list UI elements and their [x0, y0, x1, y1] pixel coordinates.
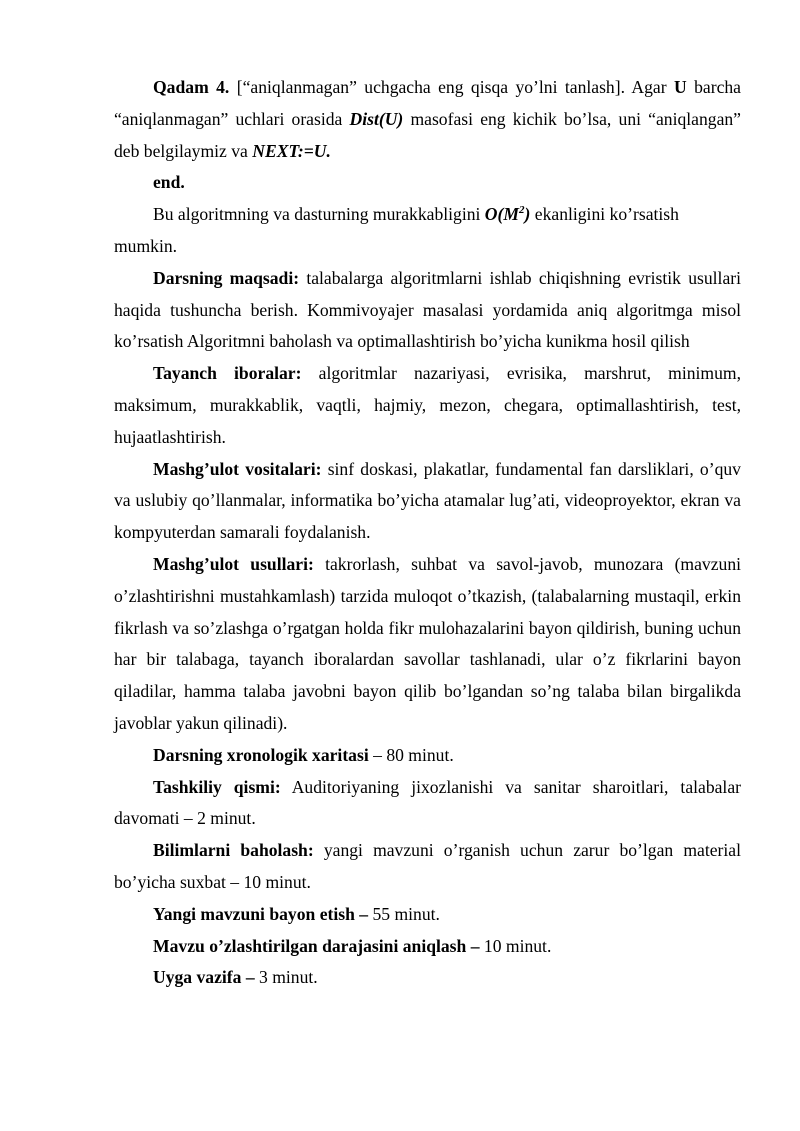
- paragraph-uyga: [114, 962, 741, 994]
- text-run: algoritmlar nazariyasi, evrisika, marshrut, minimum, maksimum, murakkablik, vaqtli, hajmiy, mezon, chegara, optimallashtirish, test, hujaatlashtirish.: [114, 363, 741, 447]
- paragraph-qadam4: [114, 72, 741, 167]
- document-body: [114, 72, 741, 994]
- paragraph-usullari: [114, 549, 741, 740]
- text-run: takrorlash, suhbat va savol-javob, munozara (mavzuni o’zlashtirishni mustahkamlash) tarzida muloqot o’tkazish, (talabalarning mustaqil, erkin fikrlash va so’zlashga o’rgatgan holda fikr mulohazalarini bayon qildirish, buning uchun har bir talabaga, tayanch iboralardan savollar tashlanadi, ular o’z fikrlarini bayon qiladilar, hamma talaba javobni bayon qilib bo’lgandan so’ng talaba bilan birgalikda javoblar yakun qilinadi).: [114, 553, 742, 733]
- paragraph-baholash: [114, 835, 741, 899]
- text-run: yangi mavzuni o’rganish uchun zarur bo’lgan material bo’yicha suxbat – 10 minut.: [114, 840, 741, 892]
- text-run: Tashkiliy qismi:: [153, 776, 281, 797]
- text-run: Auditoriyaning jixozlanishi va sanitar sharoitlari, talabalar davomati – 2 minut.: [114, 776, 741, 829]
- paragraph-complexity: [114, 199, 741, 263]
- text-run: ekanligini ko’rsatish mumkin.: [114, 204, 679, 256]
- text-run: masofasi eng kichik bo’lsa, uni “aniqlangan” deb belgilaymiz va: [114, 108, 741, 161]
- text-run: sinf doskasi, plakatlar, fundamental fan darsliklari, o’quv va uslubiy qo’llanmalar, informatika bo’yicha atamalar lug’ati, videoproyektor, ekran va kompyuterdan samarali foydalanish.: [114, 458, 741, 543]
- paragraph-yangi: [114, 899, 741, 931]
- text-run: Darsning maqsadi:: [153, 267, 300, 288]
- text-run: Uyga vazifa –: [153, 967, 255, 988]
- text-run: barcha “aniqlanmagan” uchlari orasida: [114, 77, 741, 129]
- paragraph-tashkiliy: [114, 772, 741, 836]
- text-run: Mavzu o’zlashtirilgan darajasini aniqlash –: [153, 935, 480, 956]
- paragraph-tayanch: [114, 358, 741, 453]
- text-run: Yangi mavzuni bayon etish –: [153, 903, 369, 924]
- text-run: [“aniqlanmagan” uchgacha eng qisqa yo’lni tanlash]. Agar: [229, 77, 674, 97]
- paragraph-darajasi: [114, 931, 741, 963]
- text-run: Bilimlarni baholash:: [153, 840, 314, 861]
- text-run: Bu algoritmning va dasturning murakkabligini: [153, 204, 485, 225]
- text-run: Qadam 4.: [153, 77, 230, 97]
- text-run: Darsning xronologik xaritasi: [153, 744, 369, 765]
- paragraph-vositalari: [114, 454, 741, 549]
- text-run: 2: [519, 204, 525, 217]
- text-run: talabalarga algoritmlarni ishlab chiqishning evristik usullari haqida tushuncha berish. Kommivoyajer masalasi yordamida aniq algoritmga misol ko’rsatish Algoritmni baholash va optimallashtirish bo’yicha kunikma hosil qilish: [114, 267, 741, 352]
- text-run: end.: [153, 172, 185, 193]
- text-run: – 80 minut.: [368, 744, 454, 765]
- text-run: O(M: [484, 204, 520, 225]
- text-run: Tayanch iboralar:: [153, 363, 302, 384]
- text-run: Mashg’ulot usullari:: [153, 553, 314, 574]
- text-run: Dist(U): [349, 108, 404, 129]
- text-run: NEXT:=U.: [252, 140, 331, 161]
- paragraph-end: [114, 167, 741, 199]
- text-run: 55 minut.: [368, 903, 440, 924]
- text-run: Mashg’ulot vositalari:: [153, 458, 322, 479]
- paragraph-maqsad: [114, 263, 741, 358]
- paragraph-xronologik: [114, 740, 741, 772]
- text-run: 10 minut.: [479, 935, 552, 956]
- text-run: ): [524, 204, 531, 225]
- text-run: 3 minut.: [254, 967, 318, 988]
- text-run: U: [673, 77, 687, 97]
